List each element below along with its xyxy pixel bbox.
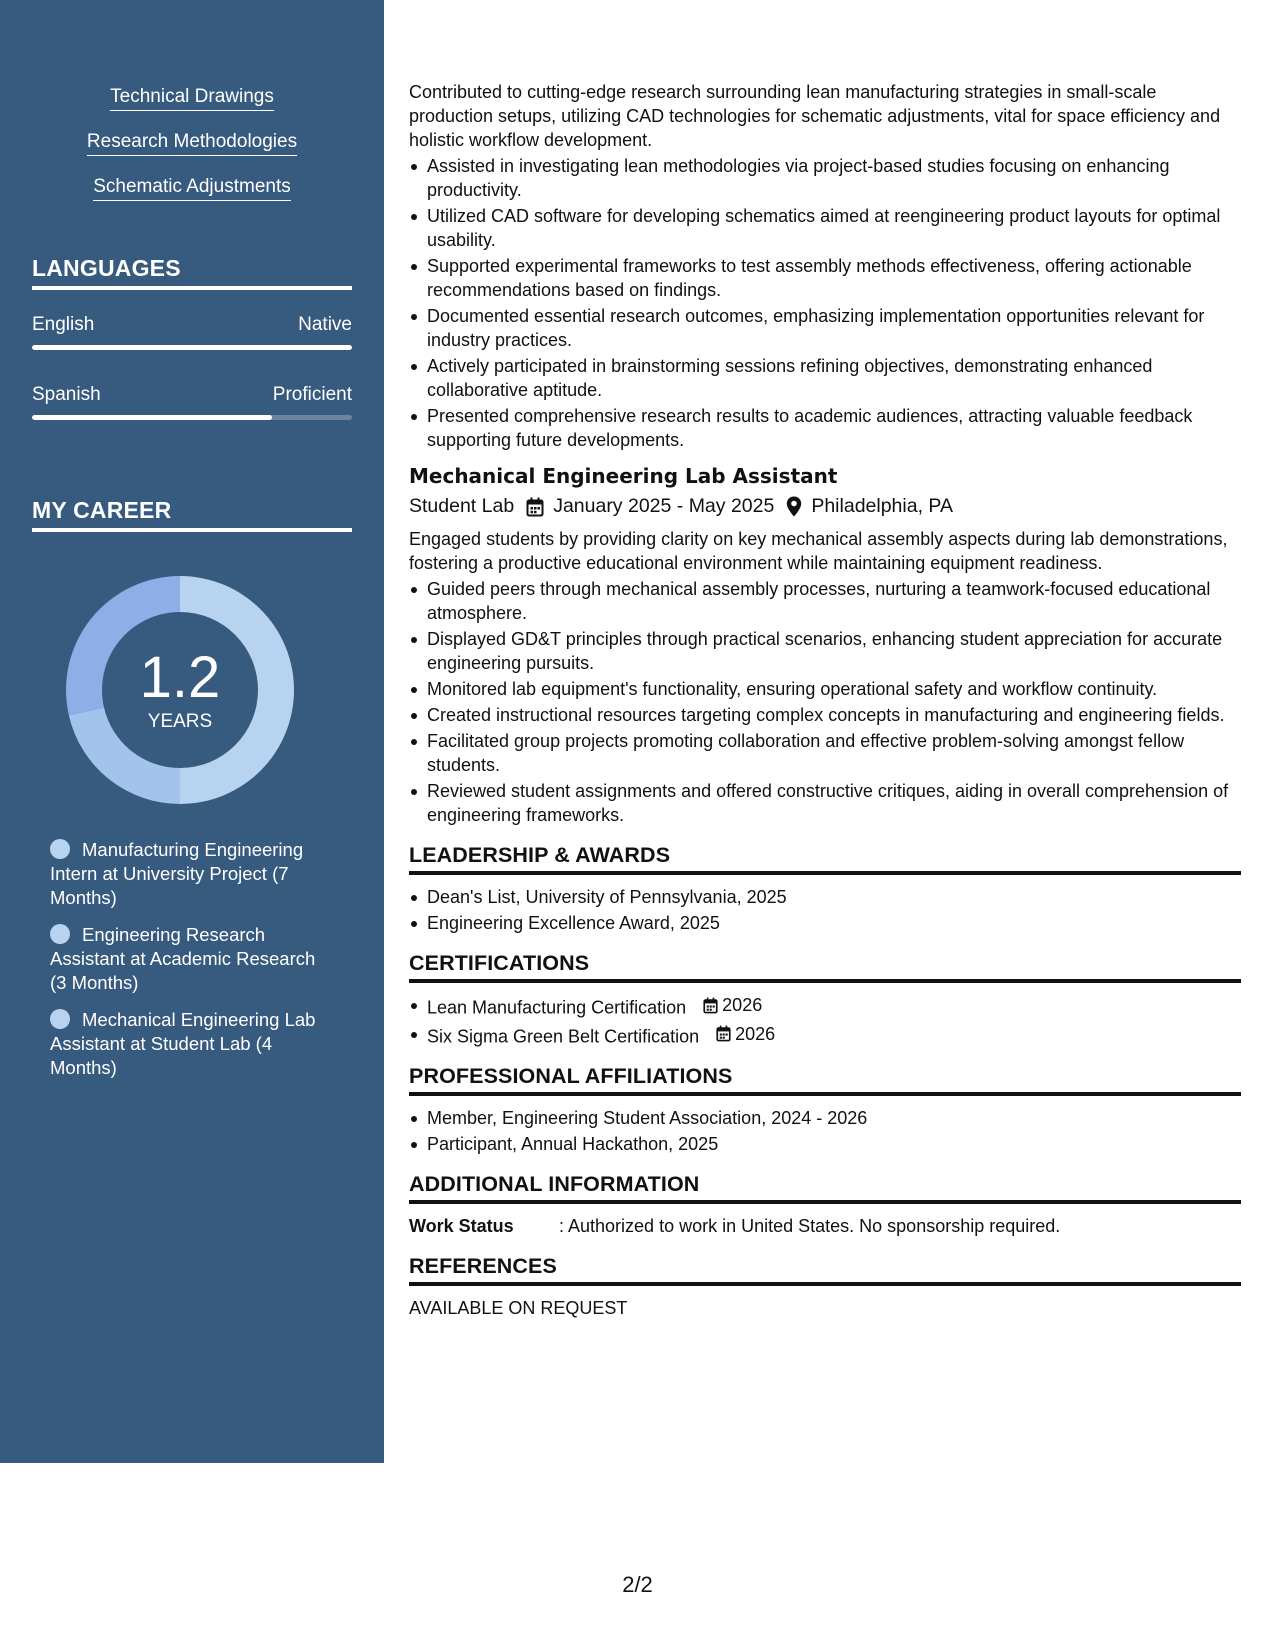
list-item: Guided peers through mechanical assembly processes, nurturing a teamwork-focused educational atmosphere. — [409, 577, 1241, 625]
language-name: Spanish — [32, 384, 101, 405]
list-item: Participant, Annual Hackathon, 2025 — [409, 1132, 1241, 1156]
career-donut-center — [66, 576, 294, 804]
list-item: Facilitated group projects promoting collaboration and effective problem-solving amongst fellow students. — [409, 729, 1241, 777]
career-dot-icon — [50, 924, 70, 944]
calendar-icon — [703, 997, 718, 1014]
list-item: Reviewed student assignments and offered constructive critiques, aiding in overall comprehension of engineering frameworks. — [409, 779, 1241, 827]
career-item-label: Engineering Research Assistant at Academic Research (3 Months) — [50, 924, 316, 993]
career-item-label: Mechanical Engineering Lab Assistant at Student Lab (4 Months) — [50, 1009, 316, 1078]
work-status-label: Work Status — [409, 1216, 514, 1236]
list-item: Engineering Excellence Award, 2025 — [409, 911, 1241, 935]
certifications-heading: CERTIFICATIONS — [409, 951, 1241, 983]
list-item: Actively participated in brainstorming sessions refining objectives, demonstrating enhanced collaborative aptitude. — [409, 354, 1241, 402]
list-item: Member, Engineering Student Association, 2024 - 2026 — [409, 1106, 1241, 1130]
awards-list — [409, 885, 1241, 935]
career-item — [50, 1008, 330, 1080]
cert-year: 2026 — [722, 995, 763, 1015]
list-item: Documented essential research outcomes, emphasizing implementation opportunities relevant for industry practices. — [409, 304, 1241, 352]
cert-year: 2026 — [735, 1023, 776, 1044]
intro-paragraph: Contributed to cutting-edge research surrounding lean manufacturing strategies in small-scale production setups, utilizing CAD technologies for schematic adjustments, vital for space efficiency and holistic workflow development. — [409, 82, 1221, 150]
language-bar — [32, 415, 352, 420]
career-item — [50, 923, 330, 995]
skill-link[interactable]: Research Methodologies — [87, 131, 297, 156]
cert-date — [703, 993, 762, 1017]
cert-name: Lean Manufacturing Certification — [427, 997, 687, 1018]
job-bullets — [409, 577, 1241, 827]
work-status-value: : Authorized to work in United States. No sponsorship required. — [559, 1216, 1061, 1236]
career-total-value: 1.2 — [139, 645, 221, 710]
awards-heading: LEADERSHIP & AWARDS — [409, 843, 1241, 875]
job-location: Philadelphia, PA — [811, 495, 953, 517]
page-number: 2/2 — [622, 1572, 653, 1597]
job-meta — [409, 495, 1241, 518]
references-value: AVAILABLE ON REQUEST — [409, 1298, 628, 1318]
skill-link[interactable]: Technical Drawings — [110, 86, 274, 111]
career-dot-icon — [50, 839, 70, 859]
career-item-label: Manufacturing Engineering Intern at University Project (7 Months) — [50, 839, 304, 908]
affiliations-heading: PROFESSIONAL AFFILIATIONS — [409, 1064, 1241, 1096]
language-bar-fill — [32, 415, 272, 420]
job-title: Mechanical Engineering Lab Assistant — [409, 464, 838, 488]
work-status-row — [409, 1214, 1241, 1238]
sidebar — [0, 0, 384, 1463]
career-item — [50, 838, 330, 910]
skills-list — [0, 86, 384, 221]
language-level: Native — [298, 314, 352, 335]
location-pin-icon — [786, 496, 802, 517]
job-summary: Engaged students by providing clarity on key mechanical assembly aspects during lab demonstrations, fostering a productive educational environment while maintaining equipment readiness. — [409, 529, 1228, 573]
additional-info-heading: ADDITIONAL INFORMATION — [409, 1172, 1241, 1204]
references-heading: REFERENCES — [409, 1254, 1241, 1286]
language-bar-fill — [32, 345, 352, 350]
job-company: Student Lab — [409, 495, 515, 517]
skill-link[interactable]: Schematic Adjustments — [93, 176, 290, 201]
list-item: Supported experimental frameworks to test assembly methods effectiveness, offering actionable recommendations based on findings. — [409, 254, 1241, 302]
certifications-list — [409, 993, 1241, 1048]
list-item: Monitored lab equipment's functionality, ensuring operational safety and workflow continuity. — [409, 677, 1241, 701]
career-heading: MY CAREER — [32, 497, 352, 532]
cert-name: Six Sigma Green Belt Certification — [427, 1026, 700, 1046]
list-item: Created instructional resources targeting complex concepts in manufacturing and engineering fields. — [409, 703, 1241, 727]
main-content — [409, 80, 1241, 1320]
calendar-icon — [716, 1025, 731, 1042]
list-item: Dean's List, University of Pennsylvania, 2025 — [409, 885, 1241, 909]
language-bar — [32, 345, 352, 350]
languages-heading: LANGUAGES — [32, 255, 352, 290]
job-dates: January 2025 - May 2025 — [553, 495, 775, 517]
career-total-unit: YEARS — [147, 711, 213, 732]
list-item: Assisted in investigating lean methodologies via project-based studies focusing on enhancing productivity. — [409, 154, 1241, 202]
list-item: Utilized CAD software for developing schematics aimed at reengineering product layouts for optimal usability. — [409, 204, 1241, 252]
intro-bullets — [409, 154, 1241, 452]
list-item: Presented comprehensive research results to academic audiences, attracting valuable feedback supporting future developments. — [409, 404, 1241, 452]
language-level: Proficient — [272, 384, 352, 405]
list-item: Displayed GD&T principles through practical scenarios, enhancing student appreciation for accurate engineering pursuits. — [409, 627, 1241, 675]
list-item — [409, 993, 1241, 1020]
calendar-icon — [526, 497, 544, 517]
career-dot-icon — [50, 1009, 70, 1029]
affiliations-list — [409, 1106, 1241, 1156]
list-item — [409, 1022, 1241, 1049]
language-name: English — [32, 314, 95, 335]
cert-date — [716, 1022, 775, 1046]
career-list — [50, 838, 330, 1093]
